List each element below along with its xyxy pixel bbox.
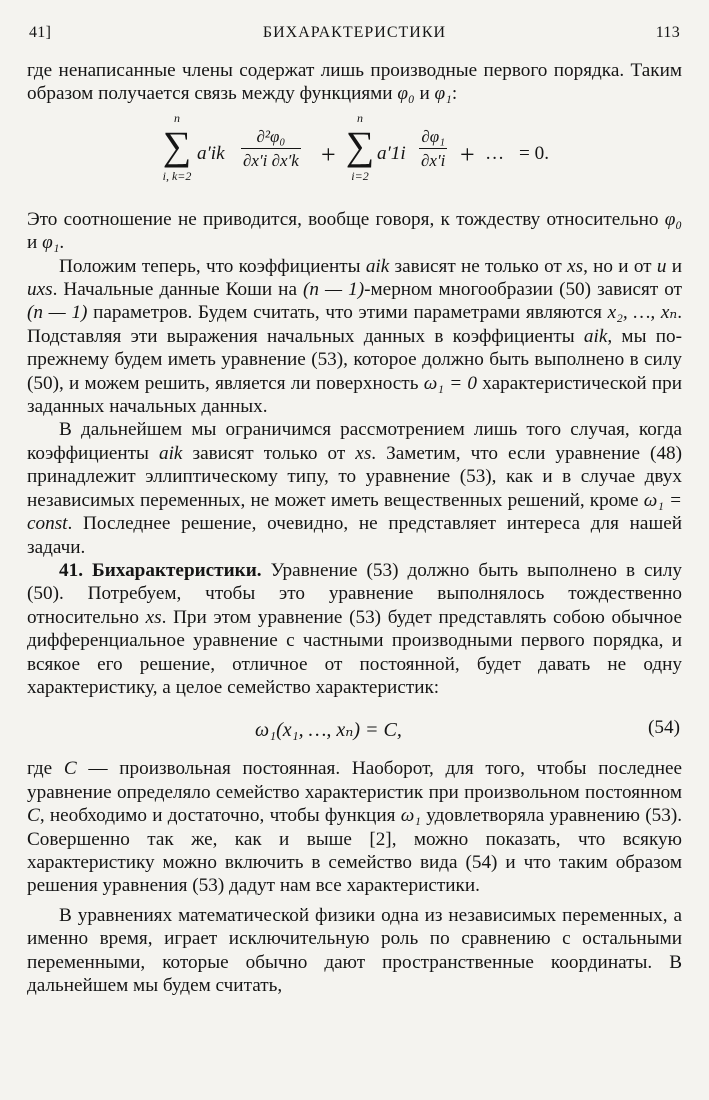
paragraph-intro: где ненаписанные члены содержат лишь производные первого порядка. Таким образом получается связь между функциями φ₀ и φ₁:	[27, 60, 682, 105]
symbol-phi0: φ₀	[397, 83, 415, 105]
paragraph-elliptic: В дальнейшем мы ограничимся рассмотрением лишь того случая, когда коэффициенты aik зависят только от xs. Заметим, что если уравнение (48) принадлежит эллиптическому типу, то уравнение (53), как и в случае двух независимых переменных, не может иметь вещественных решений, кроме ω₁ = const. Последнее решение, очевидно, не представляет интереса для нашей задачи.	[27, 419, 683, 558]
coef-a-1i: a′1i	[377, 142, 406, 164]
section-heading: 41. Бихарактеристики.	[59, 559, 262, 581]
equals-zero: = 0.	[519, 142, 550, 164]
fraction-second-derivative: $\frac{\text{∂²φ₀}}{\partial x'i \partial x'k}$	[241, 126, 301, 173]
paragraph-coefficients: Положим теперь, что коэффициенты aik зависят не только от xs, но и от u и uxs. Начальные данные Коши на (n — 1)-мерном многообразии (50) зависят от (n — 1) параметров. Будем считать, что этими параметрами являются x₂, …, xₙ. Подставляя эти выражения начальных данных в коэффициенты aik, мы по-прежнему будем иметь уравнение (53), которое должно быть выполнено в силу (50), и можем решить, является ли поверхность ω₁ = 0 характеристической при заданных начальных данных.	[27, 255, 683, 418]
formula-54-body: ω₁(x₁, …, xₙ) = C,	[255, 719, 402, 742]
paragraph-constant: где C — произвольная постоянная. Наоборот, для того, чтобы последнее уравнение определяло семейство характеристик при произвольном постоянном C, необходимо и достаточно, чтобы функция ω₁ удовлетворяла уравнению (53). Совершенно так же, как и выше [2], можно показать, что всякую характеристику можно включить в семейство вида (54) и что таким образом решения уравнения (53) дадут нам все характеристики.	[27, 758, 683, 897]
running-title: БИХАРАКТЕРИСТИКИ	[262, 24, 447, 41]
plus-sign: +	[321, 139, 336, 169]
equation-number: (54)	[648, 717, 680, 739]
book-page	[27, 18, 682, 1093]
running-header	[27, 18, 682, 46]
summation-1: n ∑ i, k=2	[162, 110, 192, 183]
paragraph-bicharacteristics: 41. Бихарактеристики. Уравнение (53) должно быть выполнено в силу (50). Потребуем, чтобы это уравнение выполнялось тождественно относительно xs. При этом уравнение (53) будет представлять собою обычное дифференциальное уравнение с частными производными первого порядка, и всякое его решение, отличное от постоянной, будет давать не одну характеристику, а целое семейство характеристик:	[27, 559, 682, 698]
symbol-phi1: φ₁	[434, 83, 452, 105]
summation-2: n ∑ i=2	[345, 110, 375, 183]
section-marker: 41]	[29, 24, 52, 41]
ellipsis: …	[485, 142, 508, 164]
fraction-first-derivative: $\frac{\text{∂φ₁}}{\partial x'i}$	[419, 126, 447, 173]
display-formula-sum	[27, 110, 682, 202]
coef-a-ik: a′ik	[197, 142, 225, 164]
paragraph-time: В уравнениях математической физики одна из независимых переменных, а именно время, играет исключительную роль по сравнению с остальными переменными, которые обычно дают пространственные координаты. В дальнейшем мы будем считать,	[27, 904, 682, 996]
display-formula-54	[27, 709, 682, 751]
page-number: 113	[655, 24, 680, 41]
plus-sign-2: +	[460, 139, 475, 169]
paragraph-relation: Это соотношение не приводится, вообще говоря, к тождеству относительно φ₀ и φ₁.	[27, 208, 682, 254]
